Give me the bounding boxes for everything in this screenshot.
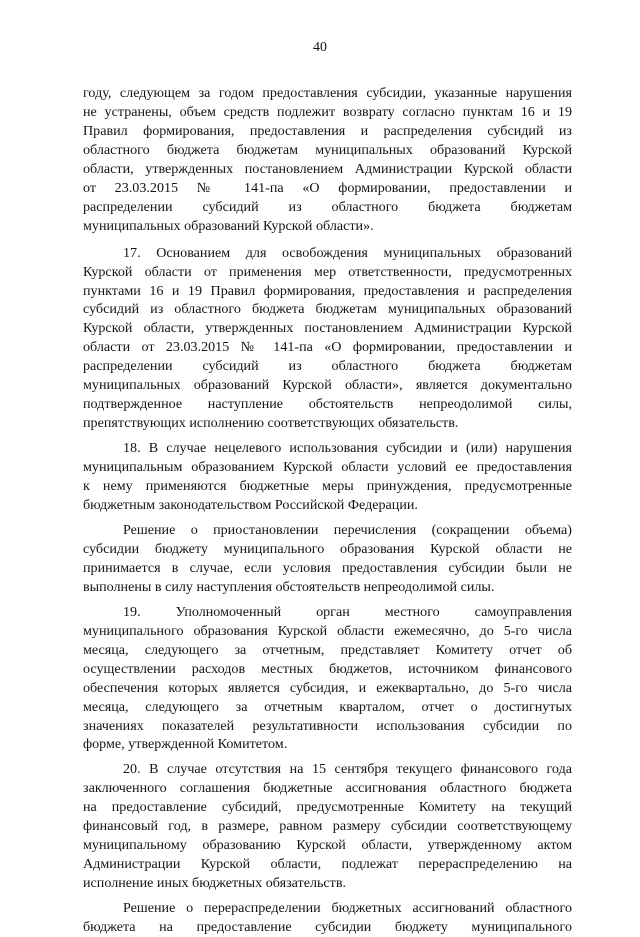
text-line: заключенного соглашения бюджетные ассигнования областного бюджета xyxy=(83,780,572,797)
text-line: пунктами 16 и 19 Правил формирования, предоставления и распределения xyxy=(83,282,572,299)
text-line: 19. Уполномоченный орган местного самоуправления xyxy=(123,603,572,620)
text-line: 17. Основанием для освобождения муниципальных образований xyxy=(123,244,572,261)
paragraph-item-19 xyxy=(83,603,572,755)
text-line: исполнение иных бюджетных обязательств. xyxy=(83,875,346,892)
paragraph-item-20 xyxy=(83,760,572,893)
text-line: финансовый год, в размере, равном размеру субсидии соответствующему xyxy=(83,818,572,835)
text-line: муниципальному образованию Курской области, утвержденному актом xyxy=(83,837,572,854)
text-line: 18. В случае нецелевого использования субсидии и (или) нарушения xyxy=(123,440,572,457)
text-line: муниципальным образованием Курской области условий ее предоставления xyxy=(83,459,572,476)
text-line: месяца, следующего за отчетным кварталом, отчет о достигнутых xyxy=(83,698,572,715)
text-line: от 23.03.2015 № 141-па «О формировании, предоставлении и xyxy=(83,179,572,196)
text-line: месяца, следующего за отчетным, представляет Комитету отчет об xyxy=(83,641,572,658)
text-line: не устранены, объем средств подлежит возврату согласно пунктам 16 и 19 xyxy=(83,103,572,120)
text-line: на предоставление субсидий, предусмотренные Комитету на текущий xyxy=(83,799,572,816)
text-line: Администрации Курской области, подлежат перераспределению на xyxy=(83,856,572,873)
page-number: 40 xyxy=(313,40,327,55)
text-line: области, утвержденных постановлением Администрации Курской области xyxy=(83,160,572,177)
text-line: осуществлении расходов местных бюджетов, источником финансового xyxy=(83,660,572,677)
text-line: подтвержденное наступление обстоятельств непреодолимой силы, xyxy=(83,396,572,413)
text-line: выполнены в силу наступления обстоятельств непреодолимой силы. xyxy=(83,578,495,595)
text-line: Правил формирования, предоставления и распределения субсидий из xyxy=(83,122,572,139)
text-line: субсидии бюджету муниципального образования Курской области не xyxy=(83,540,572,557)
text-line: Решение о перераспределении бюджетных ассигнований областного xyxy=(123,900,572,917)
text-line: субсидий из областного бюджета бюджетам муниципальных образований xyxy=(83,301,572,318)
text-line: областного бюджета бюджетам муниципальных образований Курской xyxy=(83,141,572,158)
text-line: Решение о приостановлении перечисления (сокращении объема) xyxy=(123,521,572,538)
paragraph-item-17 xyxy=(83,244,572,434)
paragraph-item-18 xyxy=(83,439,572,515)
text-line: обеспечения которых является субсидия, и ежеквартально, до 5-го числа xyxy=(83,679,572,696)
text-line: Курской области от применения мер ответственности, предусмотренных xyxy=(83,263,572,280)
text-line: препятствующих исполнению соответствующих обязательств. xyxy=(83,415,459,432)
text-line: форме, утвержденной Комитетом. xyxy=(83,736,288,753)
text-line: значениях показателей результативности использования субсидии по xyxy=(83,717,572,734)
text-line: году, следующем за годом предоставления субсидии, указанные нарушения xyxy=(83,85,572,101)
text-line: бюджетным законодательством Российской Федерации. xyxy=(83,497,418,514)
paragraph-item-18-decision xyxy=(83,521,572,597)
text-line: 20. В случае отсутствия на 15 сентября текущего финансового года xyxy=(123,761,572,778)
text-line: принимается в случае, если условия предоставления субсидии были не xyxy=(83,559,572,576)
text-line: к нему применяются бюджетные меры принуждения, предусмотренные xyxy=(83,478,572,495)
text-line: муниципальных образований Курской области», является документально xyxy=(83,377,572,394)
text-line: области от 23.03.2015 № 141-па «О формировании, предоставлении и xyxy=(83,339,572,356)
paragraph-item-16-continuation xyxy=(83,84,572,236)
text-line: распределении субсидий из областного бюджета бюджетам xyxy=(83,198,572,215)
text-line: муниципального образования Курской области ежемесячно, до 5-го числа xyxy=(83,622,572,639)
text-line: муниципальных образований Курской области». xyxy=(83,217,374,234)
text-line: бюджета на предоставление субсидии бюджету муниципального xyxy=(83,919,572,936)
document-body xyxy=(83,84,572,937)
text-line: распределении субсидий из областного бюджета бюджетам xyxy=(83,358,572,375)
text-line: Курской области, утвержденных постановлением Администрации Курской xyxy=(83,320,572,337)
